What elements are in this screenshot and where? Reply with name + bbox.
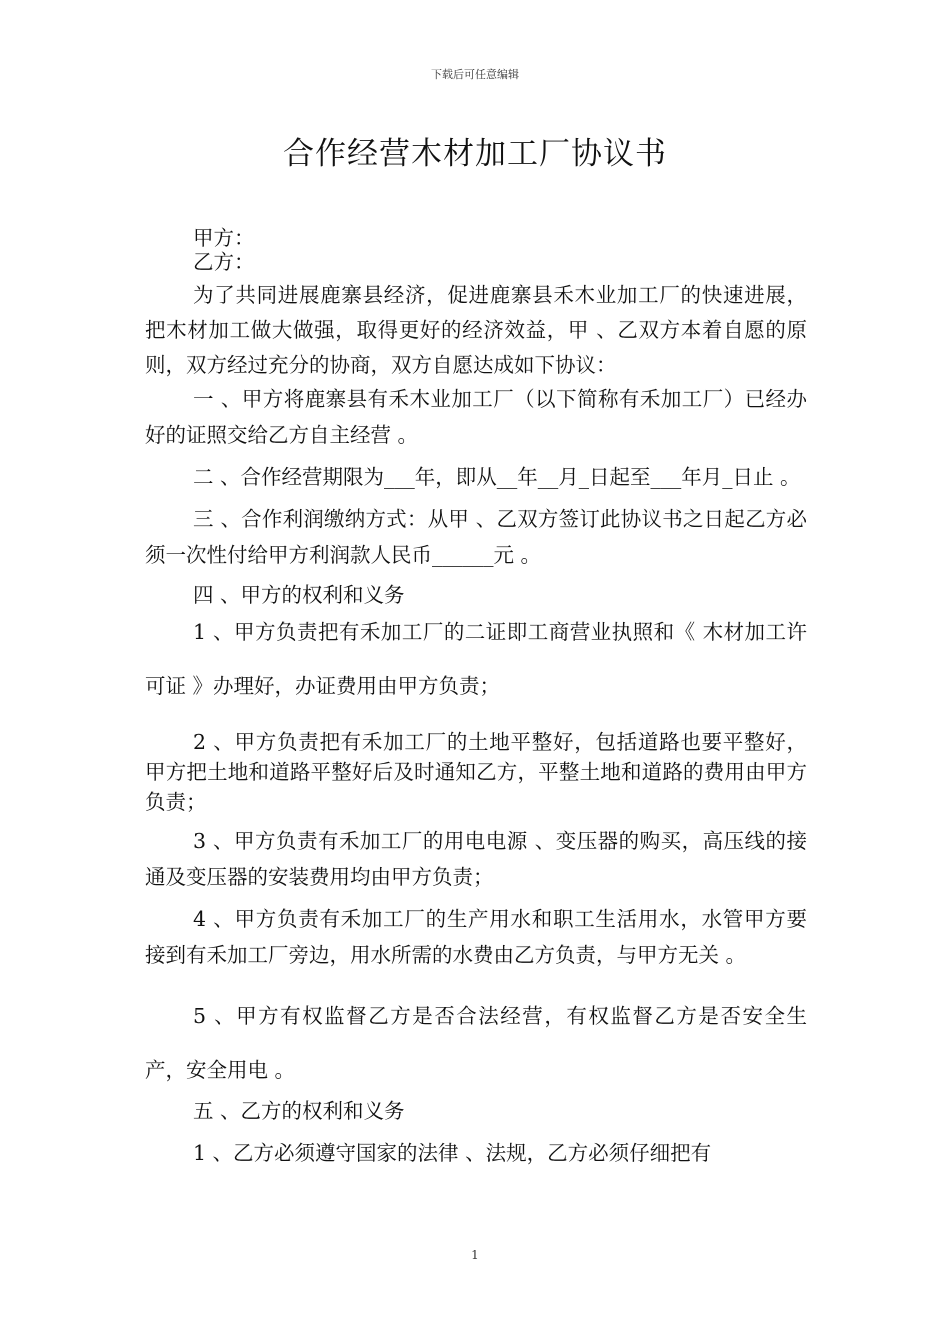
section-5-item-1: 1 、乙方必须遵守国家的法律 、法规，乙方必须仔细把有 [193, 1141, 712, 1165]
document-title: 合作经营木材加工厂协议书 [283, 136, 667, 172]
party-b-line: 乙方： [193, 250, 255, 274]
section-4-item-3: 3 、甲方负责有禾加工厂的用电电源 、变压器的购买，高压线的接通及变压器的安装费用均由甲方负责； [145, 829, 807, 889]
page-number: 1 [471, 1248, 479, 1262]
clause-1: 一 、甲方将鹿寨县有禾木业加工厂（以下简称有禾加工厂）已经办好的证照交给乙方自主经营 。 [145, 387, 807, 447]
page-header-note: 下载后可任意编辑 [431, 68, 519, 81]
section-4-item-2: 2 、甲方负责把有禾加工厂的土地平整好，包括道路也要平整好，甲方把土地和道路平整好后及时通知乙方，平整土地和道路的费用由甲方负责； [145, 730, 807, 814]
section-4-item-4: 4 、甲方负责有禾加工厂的生产用水和职工生活用水，水管甲方要接到有禾加工厂旁边，用水所需的水费由乙方负责，与甲方无关 。 [145, 907, 807, 967]
party-a-line: 甲方： [193, 226, 255, 250]
clause-2: 二 、合作经营期限为___年，即从__年__月_日起至___年月_日止 。 [193, 465, 801, 489]
clause-3: 三 、合作利润缴纳方式：从甲 、乙双方签订此协议书之日起乙方必须一次性付给甲方利润款人民币______元 。 [145, 507, 807, 567]
section-4-heading: 四 、甲方的权利和义务 [193, 583, 405, 607]
section-4-item-5: 5 、甲方有权监督乙方是否合法经营，有权监督乙方是否安全生产，安全用电 。 [145, 1004, 807, 1082]
section-5-heading: 五 、乙方的权利和义务 [193, 1099, 405, 1123]
preamble-paragraph: 为了共同进展鹿寨县经济，促进鹿寨县禾木业加工厂的快速进展，把木材加工做大做强，取得更好的经济效益，甲 、乙双方本着自愿的原则，双方经过充分的协商，双方自愿达成如下协议： [145, 283, 807, 377]
document-body [145, 222, 807, 1171]
section-4-item-1: 1 、甲方负责把有禾加工厂的二证即工商营业执照和《 木材加工许可证 》办理好，办证费用由甲方负责； [145, 620, 807, 698]
